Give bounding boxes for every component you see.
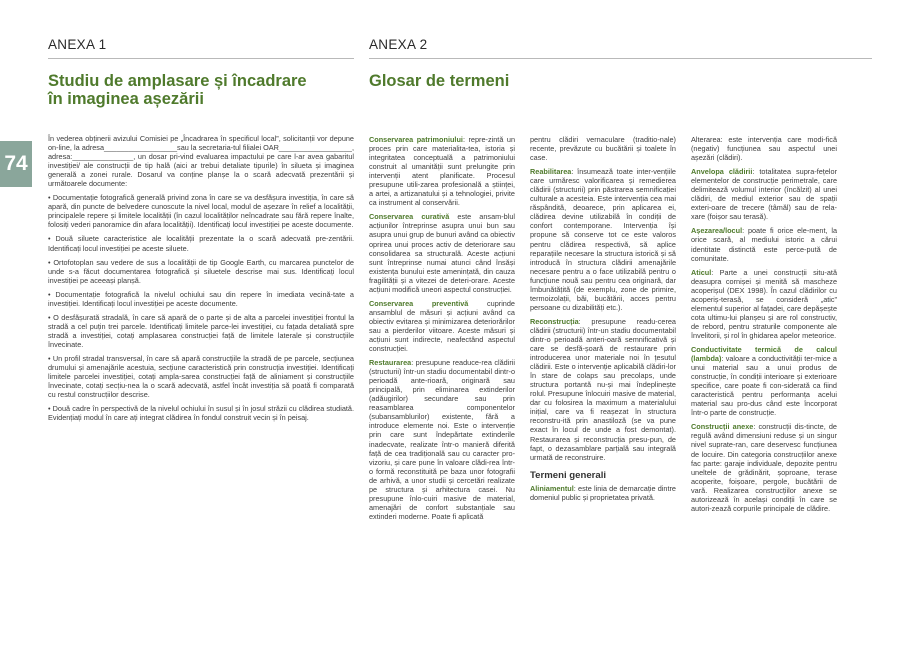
glossary-term: Restaurarea — [369, 358, 412, 368]
glossary-entry — [530, 167, 676, 312]
glossary-entry — [691, 345, 837, 417]
glossary-definition: : construcții dis-tincte, de regulă având dimensiuni reduse și un singur nivel suprate-ran, care deservesc funcțiunea de locuire. Din categoria construcțiilor anexe fac parte: garaje individuale, depozite pentru uneltele de grădinărit, șoproane, terase acoperite, foișoare, pergole, bucătării de vară. Realizarea construcțiilor anexe se autorizează în același condiții în care se autori-zează corpurile principale de clădire. — [691, 422, 837, 513]
glossary-definition: : poate fi orice ele-ment, la orice scară, al mediului istoric a cărui identitate distinctă este perce-pută de comunitate. — [691, 226, 837, 263]
glossary-entry — [691, 167, 837, 221]
glossary-column-2 — [530, 135, 676, 502]
glossary-entry — [691, 135, 837, 162]
annex-1-bullet: • Un profil stradal transversal, în care să apară construcțiile la stradă de pe parcele, secțiunea drumului și amenajările acestuia, secțiune caracteristică prin construcția investiției. Identificați limitele parcelei investiției, cotați ampla-sarea construcției față de aliniament și construcțiile învecinate, cotați secțiu-nea la o scară adecvată, astfel încât investiția să poată fi comparată cu restul construcțiilor descrise. — [48, 353, 354, 400]
glossary-entry — [369, 212, 515, 293]
glossary-entry — [691, 268, 837, 340]
glossary-entry — [369, 135, 515, 207]
glossary-entry — [530, 484, 676, 502]
glossary-term: Conservarea preventivă — [369, 298, 469, 308]
annex-1-bullet: • Documentație fotografică generală privind zona în care se va desfășura investiția, în care să apară, din puncte de belvedere cunoscute la nivel local, modul de așezare în relief a localității, principalele repere și limitele localității (în cazul localităților neîncadrate sau fără repere înalte, folosiți vederi panoramice din afara localității). Identificați locul investiției pe aceste documente. — [48, 193, 354, 230]
glossary-column-1 — [369, 135, 515, 521]
glossary-entry — [369, 358, 515, 521]
annex-1-title-line2: în imaginea așezării — [48, 90, 204, 108]
glossary-term: Construcții anexe — [691, 422, 754, 432]
annex-1-title-line1: Studiu de amplasare și încadrare — [48, 72, 307, 90]
glossary-definition: Alterarea: este intervenția care modi-fică (negativ) funcțiunea sau aspectul unei așezări (clădiri). — [691, 135, 837, 163]
glossary-entry — [530, 317, 676, 462]
glossary-definition: : este linia de demarcație dintre domeniul public și proprietatea privată. — [530, 483, 676, 502]
glossary-column-3 — [691, 135, 837, 513]
annex-1-bullet: • Două siluete caracteristice ale localității prezentate la o scară adecvată pre-zentării. Identificați locul investiției pe aceste siluete. — [48, 234, 354, 253]
annex-1-bullet: • Documentație fotografică la nivelul ochiului sau din repere în imediata vecină-tate a investiției. Identificați locul investiției pe aceste documente. — [48, 289, 354, 308]
glossary-definition: : însumează toate inter-vențiile care urmăresc valorificarea și remedierea clădirii (structurii) prin păstrarea semnificației culturale a acesteia. Este intervenția cea mai răspândită, deoarece, prin aplicarea ei, clădirea devine utilizabilă în condiții de confort contemporane. Intervenția își propune să conserve tot ce este valoros pentru clădirea respectivă, să aplice reparațiile necesare la structura istorică și să introducă în structura clădirii amenajările necesare pentru a o face utilizabilă pentru o funcțiune nouă sau pentru cea originară, dar îmbunătățită (de exemplu, zone de primire, termoizolații, băi, bucătării, acces pentru persoane cu dizabilități etc.). — [530, 167, 676, 312]
page-number: 74 — [4, 152, 28, 175]
annex-1-rule — [48, 58, 354, 59]
glossary-definition: cuprinde ansamblul de măsuri și acțiuni având ca obiectiv evitarea și minimizarea deteriorărilor sau a pierderilor viitoare. Aceste măsuri și acțiuni sunt indirecte, neafectând aspectul construcției. — [369, 298, 515, 354]
glossary-term: Conductivitate termică de calcul (lambda) — [691, 344, 837, 364]
annex-1-intro: În vederea obținerii avizului Comisiei pe „Încadrarea în specificul local”, solicitanții vor depune on-line, la adresa__________________sau la secretaria-tul filialei OAR__________________, adresa:_______________, un dosar pri-vind evaluarea impactului pe care l-ar avea gabaritul investiției/ ale construcții de tip hală (aici ar trebui detaliate tipurile) în silueta și imaginea generală a zonei rurale. Dosarul va conține planșe la o scară adecvată prezentării și următoarele documente: — [48, 134, 354, 189]
glossary-definition: este ansam-blul acțiunilor întreprinse asupra unui bun sau asupra unui grup de bunuri având ca obiectiv oprirea unui proces activ de deteriorare sau consolidarea sa structurală. Aceste acțiuni sunt întreprinse numai atunci când însăși existența bunului este amenințată, din cauza fragilității și a vitezei de deteri-orare. Aceste acțiuni modifică uneori aspectul construcției. — [369, 212, 515, 294]
annex-2-label: ANEXA 2 — [369, 37, 428, 52]
glossary-definition: : presupune readu-cerea clădirii (structurii) într-un stadiu documentabil dintr-o perioadă anteri-oară semnificativă și care se desfă-șoară de restaurare prin introducerea unor materiale noi în țesutul clădirii. Este o intervenție aplicabilă clădiri-lor în stare de colaps sau precolaps, unde structura portantă nu-și mai îndeplinește rolul. Presupune înlocuiri masive de material, dar cu folosirea la maximum a materialului inițial, care va fi reașezat în structura reconstru-ită prin anastiloză (se va pune exact în locul de unde a fost demontat). Restaurarea și reconstrucția presu-pun, de fapt, o dezasamblare parțială sau integrală urmată de reconstruire. — [530, 316, 676, 462]
glossary-term: Reconstrucția — [530, 316, 579, 326]
glossary-definition: : valoare a conductivității ter-mice a unui material sau a unui produs de construcție, în condiții interioare și exterioare specifice, care poate fi con-siderată ca fiind caracteristică pentru performanța acelui material sau pro-dus când este încorporat într-o parte de construcție. — [691, 354, 837, 418]
annex-1-title — [48, 72, 307, 108]
page-number-tab — [0, 141, 32, 187]
glossary-subheading: Termeni generali — [530, 469, 607, 481]
glossary-term: Reabilitarea — [530, 167, 572, 177]
glossary-definition: pentru clădiri vernaculare (traditio-nale) recente, prevăzute cu bucătării și toalete în case. — [530, 135, 676, 163]
annex-1-bullet: • O desfășurată stradală, în care să apară de o parte și de alta a parcelei investiției frontul la stradă a cel puțin trei parcele. Identificați limitele parce-lei investiției, cu fațada detaliată spre stradă a investiției, cotați amplasarea construcției față de limitele laterale și construcțiile învecinate. — [48, 312, 354, 349]
glossary-definition: : Parte a unei construcții situ-ată deasupra cornișei și menită să mascheze acoperișul (DEX 1998). În cazul clădirilor cu acoperiș-terasă, se consideră „atic” elementul superior al fațadei, care depășește cota ultimu-lui planșeu și are rol constructiv, de rebord, pentru straturile componente ale învelitorii, și rol în ghidarea apelor meteorice. — [691, 267, 837, 340]
glossary-definition: : repre-zintă un proces prin care materialita-tea, istoria și integritatea conceptuală a patrimoniului construit al umanității sunt prelungite prin intervenții atent planificate. Procesul presupune utili-zarea profesională a științei, a artei, a artizanatului și a tehnologiei, privite ca instrument al conservării. — [369, 135, 516, 208]
glossary-definition: : totalitatea supra-fețelor elementelor de construcție perimetrale, care delimitează volumul interior (încălzit) al unei clădiri, de mediul exterior sau de spații exteri-oare de trecere (tâmăl) sau de rela-xare (foișor sau terasă). — [691, 167, 837, 222]
annex-2-rule — [369, 58, 872, 59]
annex-1-bullet: • Două cadre în perspectivă de la nivelul ochiului în susul și în josul străzii cu clădirea studiată. Evidențiați modul în care ați integrat clădirea în fondul construit vecin și în peisaj. — [48, 404, 354, 423]
glossary-term: Aliniamentul — [530, 483, 574, 493]
glossary-entry — [369, 299, 515, 353]
glossary-entry — [691, 422, 837, 512]
glossary-entry — [530, 135, 676, 162]
annex-2-title: Glosar de termeni — [369, 72, 510, 90]
glossary-term: Așezarea/locul — [691, 226, 743, 236]
glossary-term: Conservarea patrimoniului — [369, 135, 463, 144]
annex-1-body — [48, 134, 354, 422]
glossary-definition: : presupune readuce-rea clădirii (structurii) într-un stadiu documentabil dintr-o perioadă ante-rioară, originară sau principală, prin eliminarea extinderilor (adăugirilor) secundare sau prin reasamblarea componentelor (subansamblurilor) existente, fără a introduce elemente noi. Este o intervenție prin care sunt îndepărtate extinderile inadecvate, realizate într-o manieră diferită față de cea tradițională sau cu caracter pro-vizoriu, și care pune în valoare clădi-rea într-o formă reconstituită pe baza unor fotografii de arhivă, a unor studii și cercetări realizate pe structura și arhitectura casei. Nu presupune înlo-cuiri masive de material, amenajări de confort substanțiale sau extinderi moderne. Poate fi aplicată — [369, 358, 515, 521]
annex-1-bullet: • Ortofotoplan sau vedere de sus a localității de tip Google Earth, cu marcarea punctelor de unde s-a făcut documentarea fotografică și siluetele descrise mai sus. Identificați locul investiției pe aceeași planșă. — [48, 257, 354, 285]
annex-1-label: ANEXA 1 — [48, 37, 107, 52]
glossary-term: Conservarea curativă — [369, 212, 450, 222]
glossary-term: Aticul — [691, 267, 712, 277]
glossary-term: Anvelopa clădirii — [691, 167, 753, 177]
glossary-entry — [691, 226, 837, 262]
